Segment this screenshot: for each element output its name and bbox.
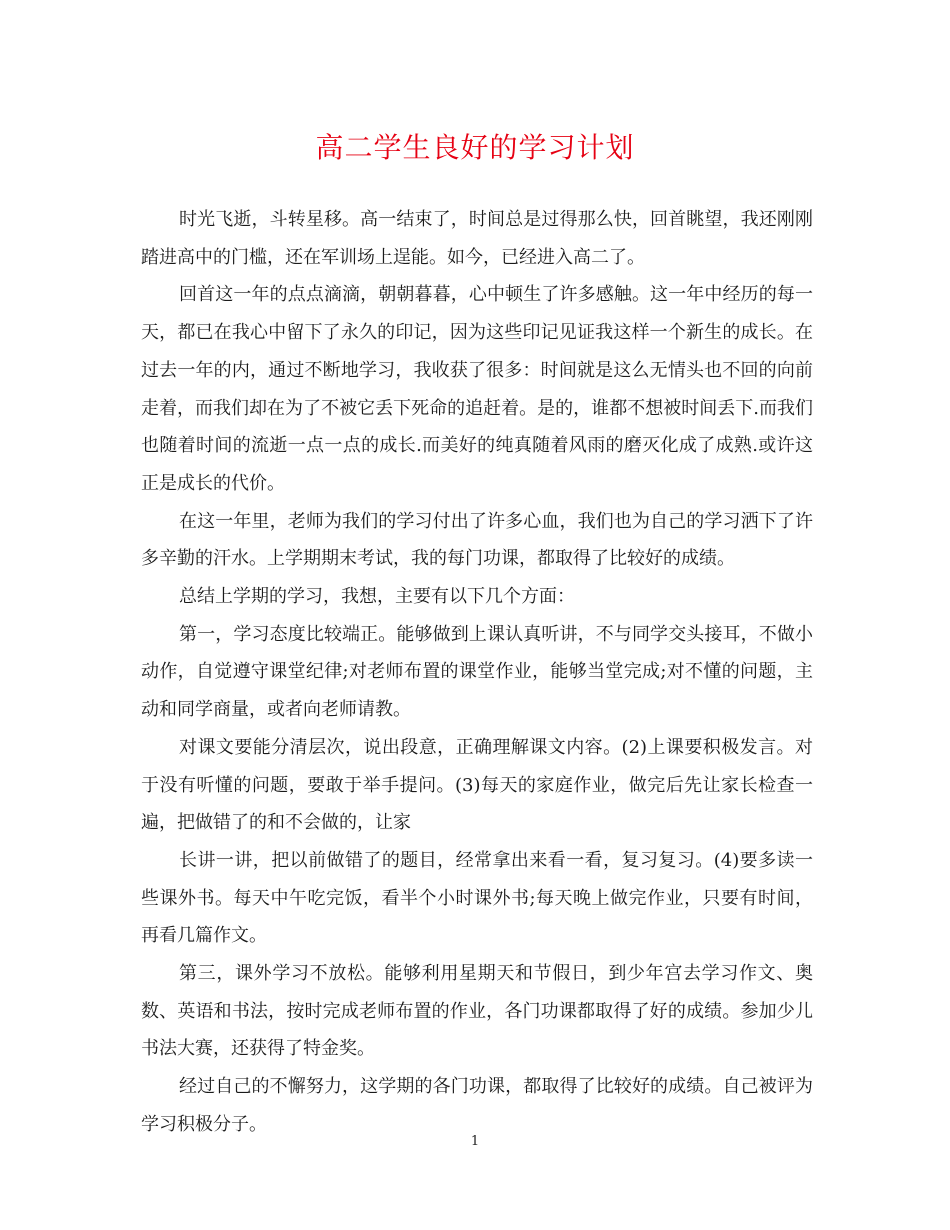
paragraph: 第一，学习态度比较端正。能够做到上课认真听讲，不与同学交头接耳，不做小动作，自觉遵守课堂纪律;对老师布置的课堂作业，能够当堂完成;对不懂的问题，主动和同学商量，或者向老师请教。 [141,623,813,721]
document-title: 高二学生良好的学习计划 [315,131,635,164]
paragraph: 对课文要能分清层次，说出段意，正确理解课文内容。(2)上课要积极发言。对于没有听懂的问题，要敢于举手提问。(3)每天的家庭作业，做完后先让家长检查一遍，把做错了的和不会做的，让家 [141,736,813,834]
paragraph: 在这一年里，老师为我们的学习付出了许多心血，我们也为自己的学习洒下了许多辛勤的汗水。上学期期末考试，我的每门功课，都取得了比较好的成绩。 [141,510,813,570]
paragraph: 长讲一讲，把以前做错了的题目，经常拿出来看一看，复习复习。(4)要多读一些课外书。每天中午吃完饭，看半个小时课外书;每天晚上做完作业，只要有时间，再看几篇作文。 [141,849,813,947]
paragraph: 时光飞逝，斗转星移。高一结束了，时间总是过得那么快，回首眺望，我还刚刚踏进高中的门槛，还在军训场上逞能。如今，已经进入高二了。 [141,209,813,268]
paragraph: 总结上学期的学习，我想，主要有以下几个方面： [179,586,575,608]
paragraph: 经过自己的不懈努力，这学期的各门功课，都取得了比较好的成绩。自己被评为学习积极分子。 [141,1076,813,1135]
page-number: 1 [470,1134,480,1149]
paragraph: 回首这一年的点点滴滴，朝朝暮暮，心中顿生了许多感触。这一年中经历的每一天，都已在我心中留下了永久的印记，因为这些印记见证我这样一个新生的成长。在过去一年的内，通过不断地学习，我收获了很多：时间就是这么无情头也不回的向前走着，而我们却在为了不被它丢下死命的追赶着。是的，谁都不想被时间丢下.而我们也随着时间的流逝一点一点的成长.而美好的纯真随着风雨的磨灭化成了成熟.或许这正是成长的代价。 [141,284,813,494]
document-body [141,201,813,1144]
paragraph: 第三，课外学习不放松。能够利用星期天和节假日，到少年宫去学习作文、奥数、英语和书法，按时完成老师布置的作业，各门功课都取得了好的成绩。参加少儿书法大赛，还获得了特金奖。 [141,963,813,1060]
